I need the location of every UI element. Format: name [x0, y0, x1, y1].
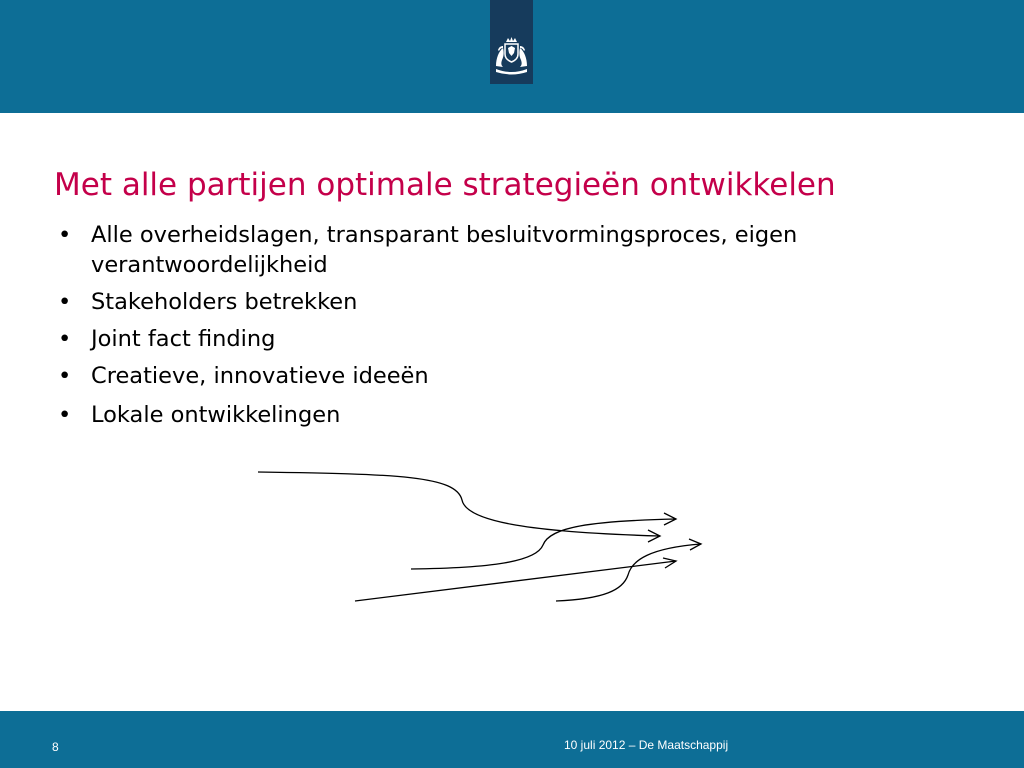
bullet-text: Stakeholders betrekken [91, 289, 358, 315]
bullet-text: Joint fact finding [91, 326, 276, 352]
bullet-marker: • [58, 222, 72, 248]
footer-text: 10 juli 2012 – De Maatschappij [564, 738, 729, 752]
bullet-text: Lokale ontwikkelingen [91, 402, 341, 428]
footer-band [0, 711, 1024, 768]
bullet-text: Creatieve, innovatieve ideeën [91, 363, 429, 389]
bullet-marker: • [58, 402, 72, 428]
bullet-marker: • [58, 289, 72, 315]
bullet-text: Alle overheidslagen, transparant besluitvormingsproces, eigen verantwoordelijkheid [91, 222, 798, 278]
page-number: 8 [52, 740, 59, 754]
arrow-curve-2 [411, 519, 676, 569]
arrow-line-3 [355, 561, 676, 601]
bullet-marker: • [58, 363, 72, 389]
arrow-curve-1 [258, 472, 660, 536]
arrow-curve-4 [556, 544, 701, 601]
slide-title: Met alle partijen optimale strategieën ontwikkelen [54, 167, 836, 203]
bullet-marker: • [58, 326, 72, 352]
